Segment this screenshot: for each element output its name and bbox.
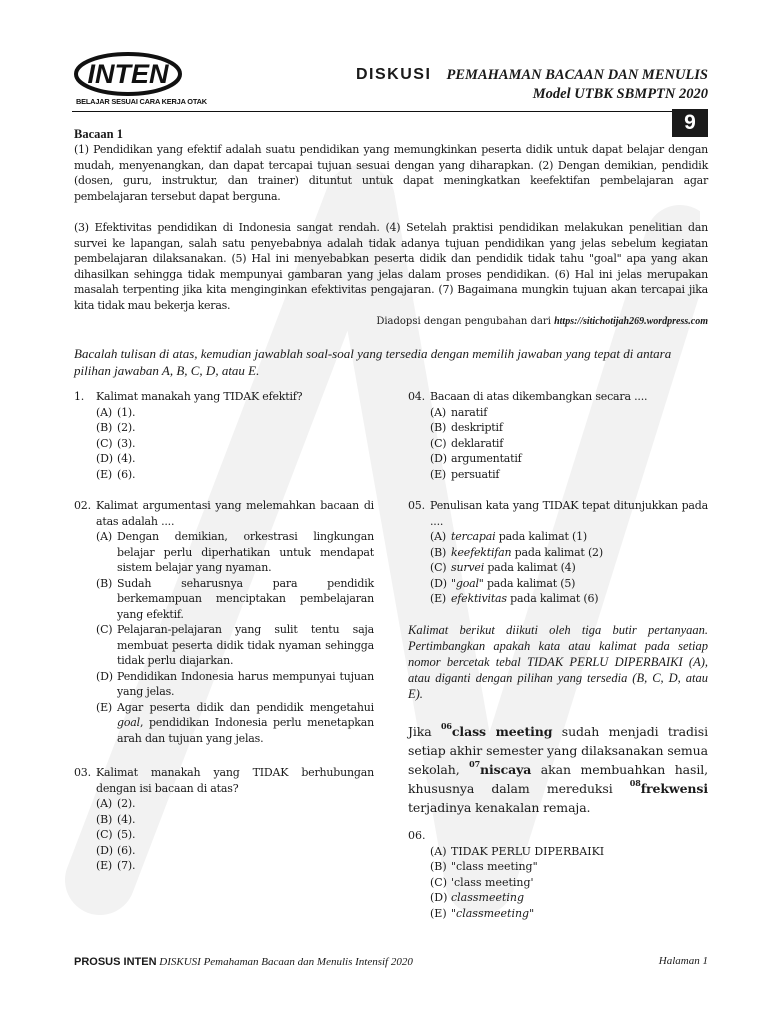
question-text: Bacaan di atas dikembangkan secara .... — [430, 390, 648, 403]
option-c[interactable]: (C) 'class meeting' — [430, 875, 534, 889]
option-d[interactable]: (D) Pendidikan Indonesia harus mempunyai tujuan yang jelas. — [96, 669, 374, 698]
option-e[interactable]: (E) Agar peserta didik dan pendidik mengetahui goal, pendidikan Indonesia perlu menetapkan arah dan tujuan yang jelas. — [96, 700, 374, 745]
question-stem — [408, 498, 708, 529]
passage-title: Bacaan 1 — [74, 127, 123, 141]
logo-tagline: BELAJAR SESUAI CARA KERJA OTAK — [76, 97, 207, 106]
passage-paragraph-1: (1) Pendidikan yang efektif adalah suatu pendidikan yang memungkinkan peserta didik untuk dapat belajar dengan mudah, menyenangkan, dan dapat tercapai tujuan sesuai dengan yang diharapkan. (2) Dengan demikian, pendidik (dosen, guru, instruktur, dan trainer) dituntut untuk dapat meningkatkan keefektifan pembelajaran agar pembelajaran tersebut dapat berguna. — [74, 143, 708, 203]
footer-page-number: Halaman 1 — [658, 955, 708, 967]
option-a[interactable]: (A) (1). — [96, 405, 136, 419]
option-a[interactable]: (A) (2). — [96, 797, 136, 810]
question-stem — [74, 765, 374, 796]
option-d[interactable]: (D) argumentatif — [430, 452, 522, 465]
option-d[interactable]: (D) (6). — [96, 843, 136, 857]
sub-instruction: Kalimat berikut diikuti oleh tiga butir pertanyaan. Pertimbangkan apakah kata atau kalimat pada setiap nomor bercetak tebal TIDAK PERLU DIPERBAIKI (A), atau diganti dengan pilihan yang tersedia (B, C, D, atau E). — [408, 623, 708, 701]
title-line-1: PEMAHAMAN BACAAN DAN MENULIS — [446, 67, 708, 83]
option-e[interactable]: (E) (6). — [96, 467, 136, 481]
question-text: Penulisan kata yang TIDAK tepat ditunjukkan pada .... — [430, 499, 708, 528]
document-title — [447, 66, 708, 104]
option-b[interactable]: (B) "class meeting" — [430, 860, 538, 873]
title-line-2: Model UTBK SBMPTN 2020 — [532, 86, 708, 102]
passage-source — [376, 316, 708, 327]
header-rule — [72, 111, 672, 112]
logo-text: INTEN — [87, 59, 169, 89]
option-b[interactable]: (B) (4). — [96, 812, 136, 826]
question-2 — [74, 498, 374, 746]
instruction-text: Bacalah tulisan di atas, kemudian jawablah soal-soal yang tersedia dengan memilih jawaban yang tepat di antara pilihan jawaban A, B, C, D, atau E. — [74, 346, 672, 378]
option-a[interactable]: (A) Dengan demikian, orkestrasi lingkungan belajar perlu diperhatikan untuk mendapat sistem belajar yang nyaman. — [96, 530, 374, 574]
question-6 — [408, 828, 708, 921]
source-prefix: Diadopsi dengan pengubahan dari — [376, 316, 555, 327]
question-stem — [408, 389, 708, 405]
option-a[interactable]: (A) naratif — [430, 405, 488, 419]
option-c[interactable]: (C) (5). — [96, 828, 136, 841]
footer-brand: PROSUS INTEN — [74, 956, 157, 968]
option-list — [74, 529, 374, 746]
option-c[interactable]: (C) Pelajaran-pelajaran yang sulit tentu saja membuat peserta didik tidak nyaman sehingga tidak perlu diajarkan. — [96, 623, 374, 667]
footer-course: DISKUSI Pemahaman Bacaan dan Menulis Intensif 2020 — [156, 956, 413, 968]
question-text: Kalimat manakah yang TIDAK efektif? — [96, 390, 303, 403]
question-4 — [408, 389, 708, 482]
question-text: Kalimat argumentasi yang melemahkan bacaan di atas adalah .... — [96, 499, 374, 528]
option-e[interactable]: (E) "classmeeting" — [430, 906, 535, 920]
option-b[interactable]: (B) Sudah seharusnya para pendidik berkemampuan menciptakan pembelajaran yang efektif. — [96, 576, 374, 621]
option-b[interactable]: (B) keefektifan pada kalimat (2) — [430, 545, 603, 559]
question-number: 06. — [408, 829, 426, 842]
question-1 — [74, 389, 374, 482]
option-d[interactable]: (D) classmeeting — [430, 891, 525, 904]
option-list — [408, 529, 708, 607]
option-e[interactable]: (E) persuatif — [430, 467, 500, 481]
option-e[interactable]: (E) (7). — [96, 859, 136, 872]
question-number: 03. — [74, 766, 91, 779]
option-d[interactable]: (D) "goal" pada kalimat (5) — [430, 576, 576, 590]
option-e[interactable]: (E) efektivitas pada kalimat (6) — [430, 592, 599, 605]
option-a[interactable]: (A) tercapai pada kalimat (1) — [430, 530, 587, 543]
option-list — [74, 796, 374, 874]
source-url[interactable]: https://sitichotijah269.wordpress.com — [554, 316, 708, 327]
question-text: Kalimat manakah yang TIDAK berhubungan dengan isi bacaan di atas? — [96, 766, 374, 795]
question-stem — [74, 498, 374, 529]
question-stem — [74, 389, 374, 405]
option-d[interactable]: (D) (4). — [96, 452, 136, 465]
option-b[interactable]: (B) (2). — [96, 421, 136, 434]
footer — [74, 955, 413, 968]
option-c[interactable]: (C) (3). — [96, 436, 136, 450]
option-a[interactable]: (A) TIDAK PERLU DIPERBAIKI — [430, 844, 605, 858]
option-list — [408, 405, 708, 483]
option-list — [74, 405, 374, 483]
passage-paragraph-2: (3) Efektivitas pendidikan di Indonesia sangat rendah. (4) Setelah praktisi pendidikan melakukan penelitian dan survei ke lapangan, salah satu penyebabnya adalah tidak adanya tujuan pendidikan yang jelas sebelum kegiatan pembelajaran dilaksanakan. (5) Hal ini menyebabkan peserta didik dan pendidik tidak tahu "goal" apa yang akan dihasilkan sehingga tidak mempunyai gambaran yang jelas dalam proses pendidikan. (6) Hal ini jelas merupakan masalah terpenting jika kita menginginkan efektivitas pengajaran. (7) Bagaimana mungkin tujuan akan tercapai jika kita tidak mau bekerja keras. — [74, 221, 708, 312]
question-number: 1. — [74, 390, 85, 403]
question-number: 05. — [408, 499, 425, 512]
question-number: 04. — [408, 390, 425, 403]
option-b[interactable]: (B) deskriptif — [430, 421, 503, 434]
section-label: DISKUSI — [356, 66, 432, 83]
page-number-box: 9 — [672, 109, 708, 137]
option-c[interactable]: (C) survei pada kalimat (4) — [430, 561, 576, 574]
question-sentence: Jika $^{06}$class meeting sudah menjadi tradisi setiap akhir semester yang dilaksanakan semua sekolah, $^{07}$niscaya akan membuahkan hasil, khususnya dalam mereduksi $^{08}$frekwensi terjadinya kenakalan remaja. — [408, 721, 708, 815]
question-5 — [408, 498, 708, 607]
question-number: 02. — [74, 499, 91, 512]
option-c[interactable]: (C) deklaratif — [430, 436, 504, 450]
question-3 — [74, 765, 374, 874]
option-list — [408, 844, 708, 922]
